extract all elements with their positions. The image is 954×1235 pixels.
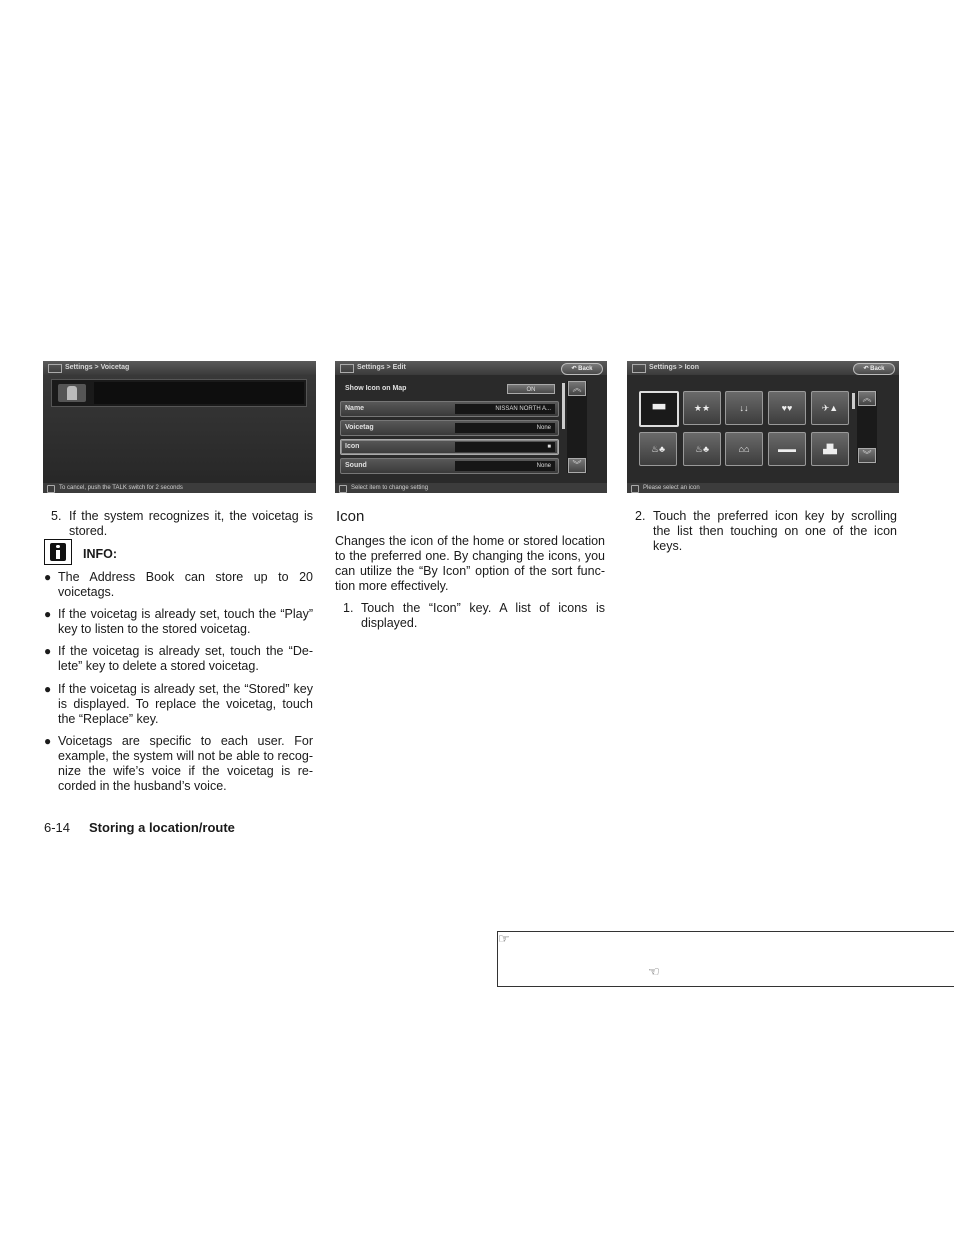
row-label: Voicetag bbox=[345, 424, 374, 431]
step-5-number: 5. bbox=[51, 509, 62, 523]
icon-key-plane[interactable]: ✈▲ bbox=[811, 391, 849, 425]
screen-footer bbox=[627, 483, 899, 493]
icon-screenshot bbox=[627, 361, 899, 493]
icon-key-building[interactable]: ▟▙ bbox=[811, 432, 849, 466]
screen-footer bbox=[335, 483, 607, 493]
voicetag-screenshot bbox=[43, 361, 316, 493]
info-icon bbox=[339, 485, 347, 493]
flag-icon: ■ bbox=[547, 444, 551, 450]
footer-text: To cancel, push the TALK switch for 2 seconds bbox=[59, 485, 183, 491]
talk-icon bbox=[47, 485, 55, 493]
pointing-hand-icon: ☞ bbox=[498, 931, 510, 946]
icon-key-star[interactable]: ★★ bbox=[683, 391, 721, 425]
info-bullet-1: The Address Book can store up to 20 voicetags. bbox=[58, 570, 313, 599]
settings-icon bbox=[48, 364, 62, 373]
icon-intro: Changes the icon of the home or stored location to the preferred one. By changing the icons, you can utilize the “By Icon” option of the sort func-tion more effectively. bbox=[335, 534, 605, 593]
bullet-icon: ● bbox=[44, 644, 52, 658]
on-indicator: ON bbox=[507, 384, 555, 394]
row-value: None bbox=[455, 461, 555, 471]
icon-key-drink[interactable]: ↓↓ bbox=[725, 391, 763, 425]
bullet-icon: ● bbox=[44, 570, 52, 584]
scrollbar[interactable] bbox=[567, 381, 587, 473]
scroll-down-icon[interactable]: ︾ bbox=[858, 448, 876, 463]
reference-box bbox=[497, 931, 954, 987]
row-icon[interactable] bbox=[340, 439, 559, 455]
icon-key-house[interactable]: ⌂⌂ bbox=[725, 432, 763, 466]
footer-text: Please select an icon bbox=[643, 485, 700, 491]
step-2-number: 2. bbox=[635, 509, 646, 523]
info-icon bbox=[44, 539, 72, 565]
section-title: Storing a location/route bbox=[89, 820, 235, 835]
icon-key-dining[interactable]: ♨♣ bbox=[639, 432, 677, 466]
row-voicetag[interactable] bbox=[340, 420, 559, 436]
row-label: Show Icon on Map bbox=[345, 385, 407, 392]
back-button[interactable]: ↶ Back bbox=[853, 363, 895, 375]
scroll-thumb[interactable] bbox=[562, 383, 565, 429]
icon-key-flag[interactable]: ▀▀ bbox=[639, 391, 679, 427]
step-2-text: Touch the preferred icon key by scrolling the list then touching on one of the icon keys. bbox=[653, 509, 897, 553]
info-bullet-2: If the voicetag is already set, touch the “Play” key to listen to the stored voicetag. bbox=[58, 607, 313, 636]
icon-key-heart[interactable]: ♥♥ bbox=[768, 391, 806, 425]
scroll-up-icon[interactable]: ︽ bbox=[858, 391, 876, 406]
step-1-number: 1. bbox=[343, 601, 354, 615]
screen-title: Settings > Icon bbox=[649, 364, 699, 371]
row-name[interactable] bbox=[340, 401, 559, 417]
page-number: 6-14 bbox=[44, 820, 71, 835]
settings-icon bbox=[340, 364, 354, 373]
edit-screenshot bbox=[335, 361, 607, 493]
row-label: Icon bbox=[345, 443, 360, 450]
screen-footer bbox=[43, 483, 316, 493]
section-heading: Icon bbox=[336, 508, 365, 525]
screen-title: Settings > Voicetag bbox=[65, 364, 130, 371]
settings-icon bbox=[632, 364, 646, 373]
step-5-text: If the system recognizes it, the voicetag is stored. bbox=[69, 509, 313, 538]
pointing-hand-icon: ☜ bbox=[648, 964, 660, 979]
back-button[interactable]: ↶ Back bbox=[561, 363, 603, 375]
icon-key-coffee[interactable]: ♨♣ bbox=[683, 432, 721, 466]
voicetag-panel bbox=[51, 379, 307, 407]
step-1-text: Touch the “Icon” key. A list of icons is displayed. bbox=[361, 601, 605, 630]
screen-title: Settings > Edit bbox=[357, 364, 406, 371]
bullet-icon: ● bbox=[44, 734, 52, 748]
scrollbar[interactable] bbox=[857, 391, 877, 463]
bullet-icon: ● bbox=[44, 682, 52, 696]
info-bullet-3: If the voicetag is already set, touch the “De-lete” key to delete a stored voicetag. bbox=[58, 644, 313, 673]
icon-key-car[interactable]: ▬▬ bbox=[768, 432, 806, 466]
voice-person-icon bbox=[58, 384, 86, 402]
info-icon bbox=[631, 485, 639, 493]
row-sound[interactable] bbox=[340, 458, 559, 474]
bullet-icon: ● bbox=[44, 607, 52, 621]
scroll-thumb[interactable] bbox=[852, 393, 855, 409]
screen-title-bar bbox=[335, 361, 607, 375]
row-show-icon-on-map[interactable] bbox=[340, 381, 559, 397]
voicetag-display bbox=[94, 382, 304, 404]
info-heading: INFO: bbox=[83, 547, 118, 561]
screen-title-bar bbox=[627, 361, 899, 375]
row-label: Sound bbox=[345, 462, 367, 469]
row-value bbox=[455, 442, 555, 452]
scroll-up-icon[interactable]: ︽ bbox=[568, 381, 586, 396]
footer-text: Select item to change setting bbox=[351, 485, 429, 491]
row-value: NISSAN NORTH A... bbox=[455, 404, 555, 414]
row-value: None bbox=[455, 423, 555, 433]
info-bullet-5: Voicetags are specific to each user. For example, the system will not be able to recog-nize the wife’s voice if the voicetag is re-corded in the husband’s voice. bbox=[58, 734, 313, 793]
scroll-down-icon[interactable]: ︾ bbox=[568, 458, 586, 473]
row-label: Name bbox=[345, 405, 365, 412]
screen-title-bar bbox=[43, 361, 316, 375]
info-bullet-4: If the voicetag is already set, the “Stored” key is displayed. To replace the voicetag, touch the “Replace” key. bbox=[58, 682, 313, 726]
